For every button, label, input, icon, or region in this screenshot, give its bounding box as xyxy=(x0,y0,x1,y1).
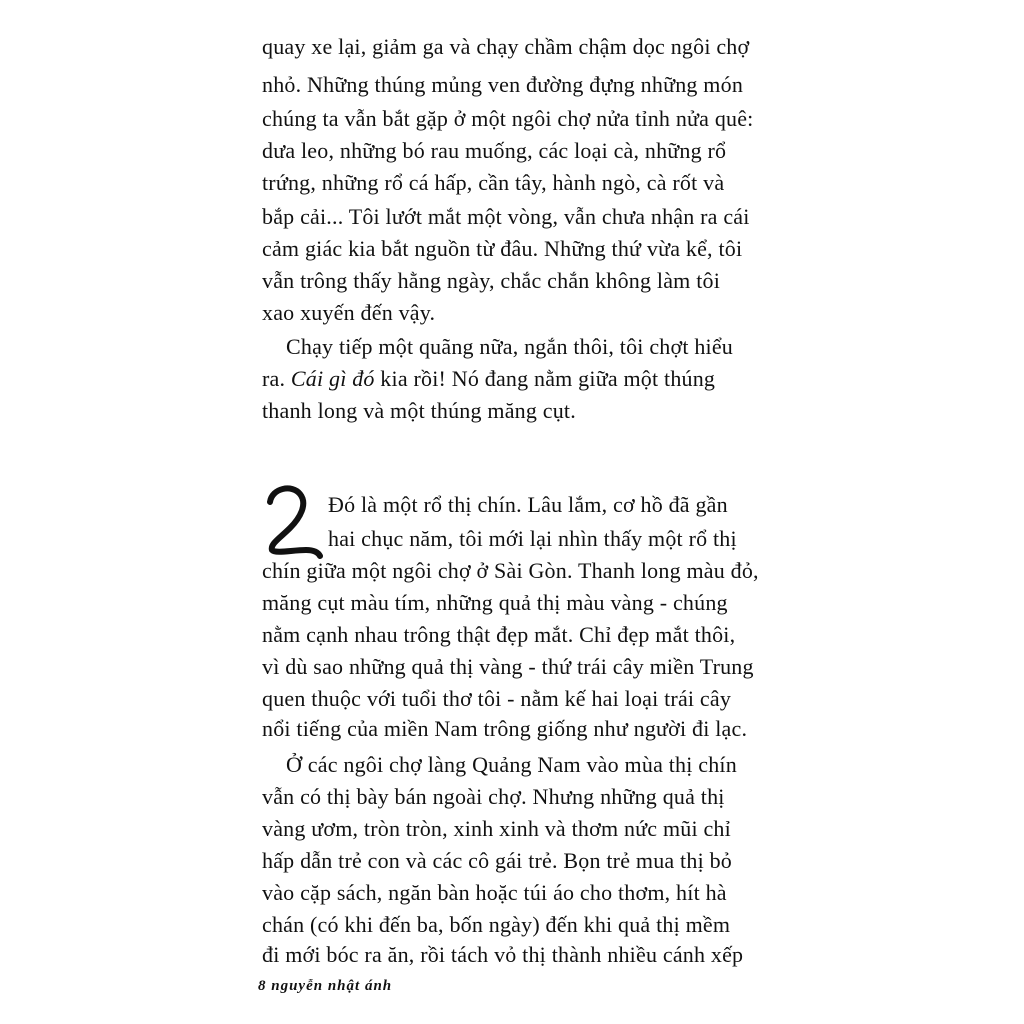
paragraph-line: Ở các ngôi chợ làng Quảng Nam vào mùa thị chín xyxy=(286,752,737,777)
paragraph-line: dưa leo, những bó rau muống, các loại cà, những rổ xyxy=(262,138,727,163)
paragraph-line: quay xe lại, giảm ga và chạy chầm chậm dọc ngôi chợ xyxy=(262,34,750,59)
section-number-two xyxy=(262,480,324,560)
page-number: 8 xyxy=(258,978,267,994)
author-name: nguyễn nhật ánh xyxy=(271,978,393,994)
paragraph-line xyxy=(262,366,715,392)
paragraph-line: Đó là một rổ thị chín. Lâu lắm, cơ hồ đã gần xyxy=(328,492,728,517)
paragraph-line: bắp cải... Tôi lướt mắt một vòng, vẫn chưa nhận ra cái xyxy=(262,204,750,229)
text-span: ra. xyxy=(262,366,291,391)
paragraph-line: măng cụt màu tím, những quả thị màu vàng - chúng xyxy=(262,590,728,615)
paragraph-line: chúng ta vẫn bắt gặp ở một ngôi chợ nửa tỉnh nửa quê: xyxy=(262,106,754,131)
paragraph-line: vẫn có thị bày bán ngoài chợ. Nhưng những quả thị xyxy=(262,784,725,809)
paragraph-line: vẫn trông thấy hằng ngày, chắc chắn không làm tôi xyxy=(262,268,721,293)
text-span: kia rồi! Nó đang nằm giữa một thúng xyxy=(374,366,716,391)
paragraph-line: xao xuyến đến vậy. xyxy=(262,300,436,325)
paragraph-line: quen thuộc với tuổi thơ tôi - nằm kế hai loại trái cây xyxy=(262,686,732,711)
paragraph-line: Chạy tiếp một quãng nữa, ngắn thôi, tôi chợt hiểu xyxy=(286,334,734,359)
paragraph-line: cảm giác kia bắt nguồn từ đâu. Những thứ vừa kể, tôi xyxy=(262,236,743,261)
paragraph-line: nhỏ. Những thúng mủng ven đường đựng những món xyxy=(262,72,744,97)
italic-phrase: Cái gì đó xyxy=(290,366,375,391)
paragraph-line: nằm cạnh nhau trông thật đẹp mắt. Chỉ đẹp mắt thôi, xyxy=(262,622,736,647)
paragraph-line: hấp dẫn trẻ con và các cô gái trẻ. Bọn trẻ mua thị bỏ xyxy=(262,848,732,873)
paragraph-line: chín giữa một ngôi chợ ở Sài Gòn. Thanh long màu đỏ, xyxy=(262,558,759,583)
paragraph-line: nổi tiếng của miền Nam trông giống như người đi lạc. xyxy=(262,716,748,741)
paragraph-line: trứng, những rổ cá hấp, cần tây, hành ngò, cà rốt và xyxy=(262,170,725,195)
paragraph-line: vàng ươm, tròn tròn, xinh xinh và thơm nức mũi chỉ xyxy=(262,816,731,841)
section-numeral-glyph xyxy=(262,480,324,560)
paragraph-line: đi mới bóc ra ăn, rồi tách vỏ thị thành nhiều cánh xếp xyxy=(262,942,744,967)
paragraph-line: vào cặp sách, ngăn bàn hoặc túi áo cho thơm, hít hà xyxy=(262,880,727,905)
paragraph-line: thanh long và một thúng măng cụt. xyxy=(262,398,576,423)
paragraph-line: vì dù sao những quả thị vàng - thứ trái cây miền Trung xyxy=(262,654,754,679)
page-footer xyxy=(258,978,392,995)
paragraph-line: chán (có khi đến ba, bốn ngày) đến khi quả thị mềm xyxy=(262,912,731,937)
paragraph-line: hai chục năm, tôi mới lại nhìn thấy một rổ thị xyxy=(328,526,737,551)
